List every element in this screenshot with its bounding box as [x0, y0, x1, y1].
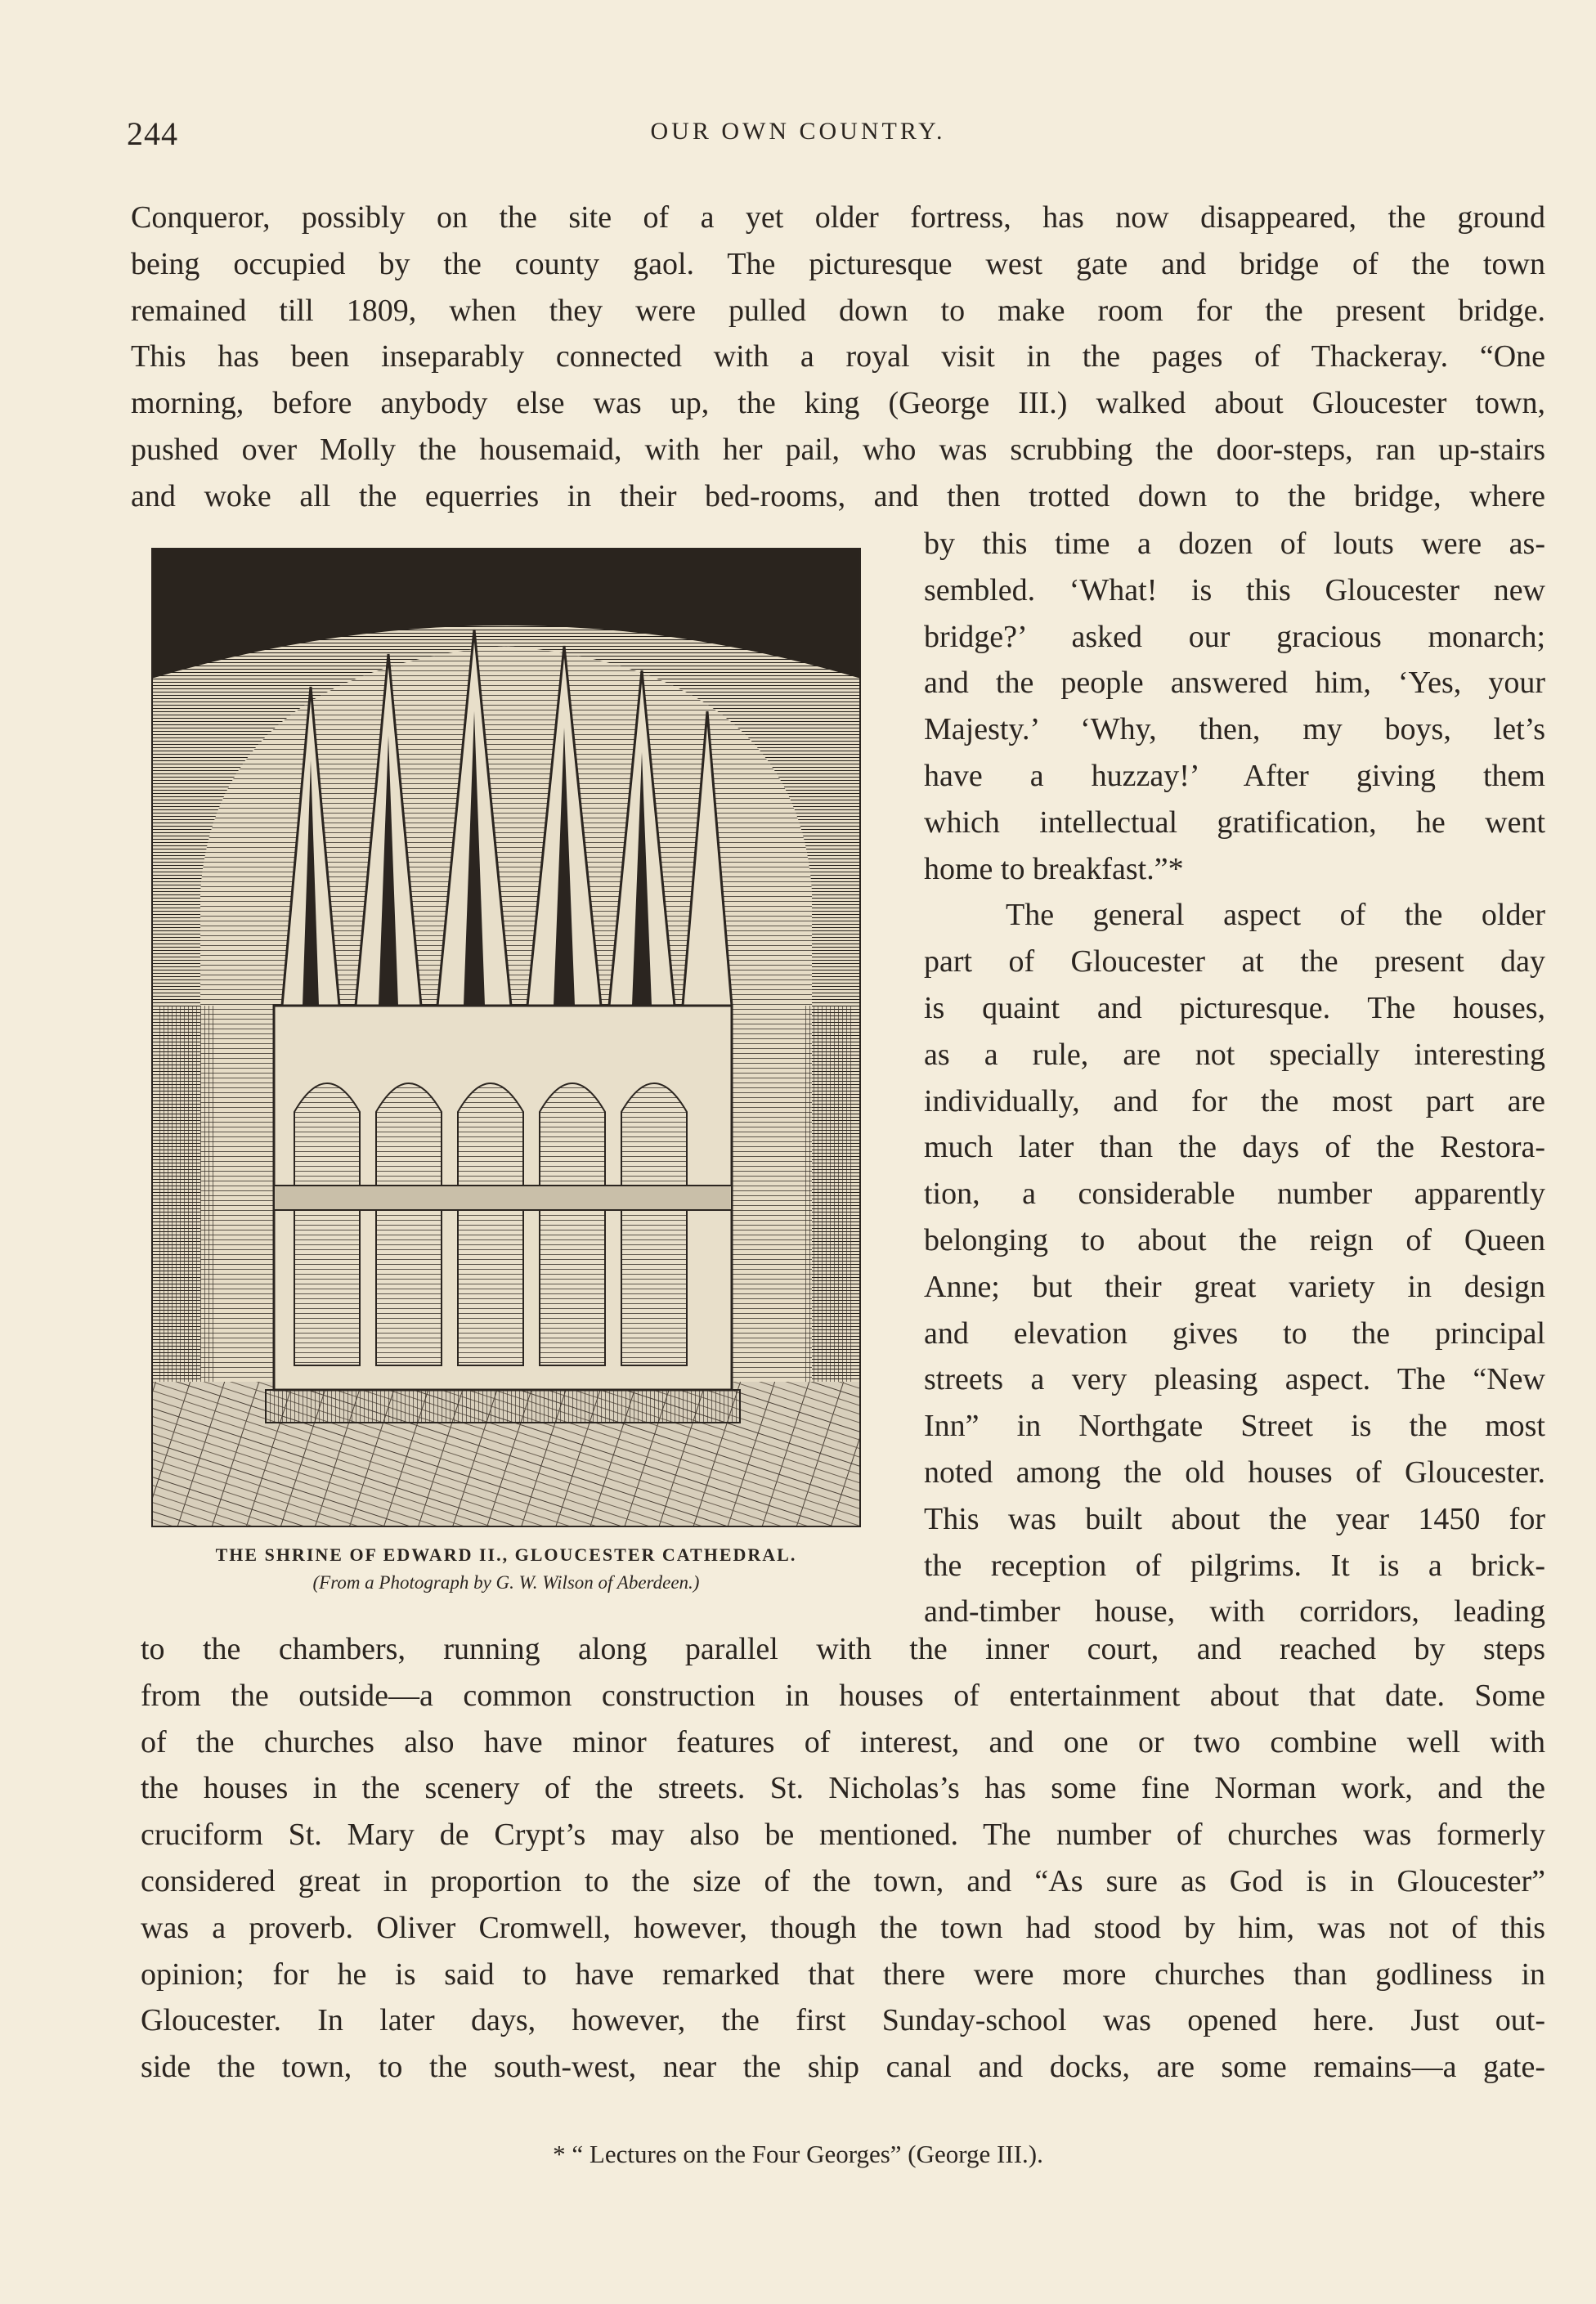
page-number: 244 [127, 115, 178, 152]
text-line: by this time a dozen of louts were as- [924, 527, 1545, 561]
text-line: and the people answered him, ‘Yes, your [924, 666, 1545, 701]
text-line: the reception of pilgrims. It is a brick- [924, 1548, 1545, 1583]
text-line: to the chambers, running along parallel with the inner court, and reached by steps [141, 1632, 1545, 1666]
text-line: and elevation gives to the principal [924, 1316, 1545, 1351]
text-line: is quaint and picturesque. The houses, [924, 990, 1545, 1025]
text-line: belonging to about the reign of Queen [924, 1222, 1545, 1257]
text-line: which intellectual gratification, he went [924, 805, 1545, 840]
running-title: OUR OWN COUNTRY. [650, 118, 946, 145]
text-line: tion, a considerable number apparently [924, 1177, 1545, 1212]
text-line: Anne; but their great variety in design [924, 1269, 1545, 1304]
text-line: and woke all the equerries in their bed-rooms, and then trotted down to the bridge, where [131, 478, 1545, 513]
shrine-engraving-image [151, 548, 861, 1527]
body-text-bottom [141, 1626, 1545, 2091]
text-line: cruciform St. Mary de Crypt’s may also be mentioned. The number of churches was formerly [141, 1818, 1545, 1853]
text-line: of the churches also have minor features of interest, and one or two combine well with [141, 1724, 1545, 1759]
text-line: morning, before anybody else was up, the king (George III.) walked about Gloucester town, [131, 386, 1545, 421]
body-text-side [924, 521, 1545, 1635]
text-line: The general aspect of the older [1006, 898, 1545, 933]
text-line: have a huzzay!’ After giving them [924, 758, 1545, 793]
text-line: sembled. ‘What! is this Gloucester new [924, 572, 1545, 607]
text-line: Inn” in Northgate Street is the most [924, 1409, 1545, 1444]
text-line: from the outside—a common construction in houses of entertainment about that date. Some [141, 1678, 1545, 1713]
text-line: opinion; for he is said to have remarked that there were more churches than godliness in [141, 1957, 1545, 1992]
text-line: was a proverb. Oliver Cromwell, however, though the town had stood by him, was not of this [141, 1910, 1545, 1945]
text-line: and-timber house, with corridors, leading [924, 1594, 1545, 1629]
text-line: remained till 1809, when they were pulled down to make room for the present bridge. [131, 293, 1545, 328]
text-line: bridge?’ asked our gracious monarch; [924, 619, 1545, 654]
text-line: considered great in proportion to the size of the town, and “As sure as God is in Gloucester” [141, 1863, 1545, 1898]
text-line: noted among the old houses of Gloucester. [924, 1455, 1545, 1490]
text-line: individually, and for the most part are [924, 1083, 1545, 1118]
text-line: pushed over Molly the housemaid, with her pail, who was scrubbing the door-steps, ran up-stairs [131, 432, 1545, 467]
running-head [127, 114, 1469, 164]
figure-caption [131, 1541, 881, 1597]
text-line: Conqueror, possibly on the site of a yet older fortress, has now disappeared, the ground [131, 200, 1545, 235]
engraving-figure [151, 548, 861, 1527]
text-line: Gloucester. In later days, however, the first Sunday-school was opened here. Just out- [141, 2003, 1545, 2038]
text-line: Majesty.’ ‘Why, then, my boys, let’s [924, 712, 1545, 747]
footnote: * “ Lectures on the Four Georges” (George III.). [553, 2140, 1043, 2168]
text-line: streets a very pleasing aspect. The “New [924, 1362, 1545, 1397]
text-line: much later than the days of the Restora- [924, 1130, 1545, 1165]
caption-title: THE SHRINE OF EDWARD II., GLOUCESTER CATHEDRAL. [215, 1544, 797, 1565]
body-text-top [131, 195, 1545, 520]
text-line: as a rule, are not specially interesting [924, 1037, 1545, 1072]
text-line: being occupied by the county gaol. The picturesque west gate and bridge of the town [131, 246, 1545, 281]
text-line: This has been inseparably connected with a royal visit in the pages of Thackeray. “One [131, 339, 1545, 374]
text-line: the houses in the scenery of the streets. St. Nicholas’s has some fine Norman work, and the [141, 1771, 1545, 1806]
caption-credit: (From a Photograph by G. W. Wilson of Aberdeen.) [312, 1572, 700, 1593]
text-line: This was built about the year 1450 for [924, 1501, 1545, 1536]
text-line: part of Gloucester at the present day [924, 944, 1545, 979]
text-line: side the town, to the south-west, near the ship canal and docks, are some remains—a gate- [141, 2050, 1545, 2085]
text-line: home to breakfast.”* [924, 851, 1184, 886]
